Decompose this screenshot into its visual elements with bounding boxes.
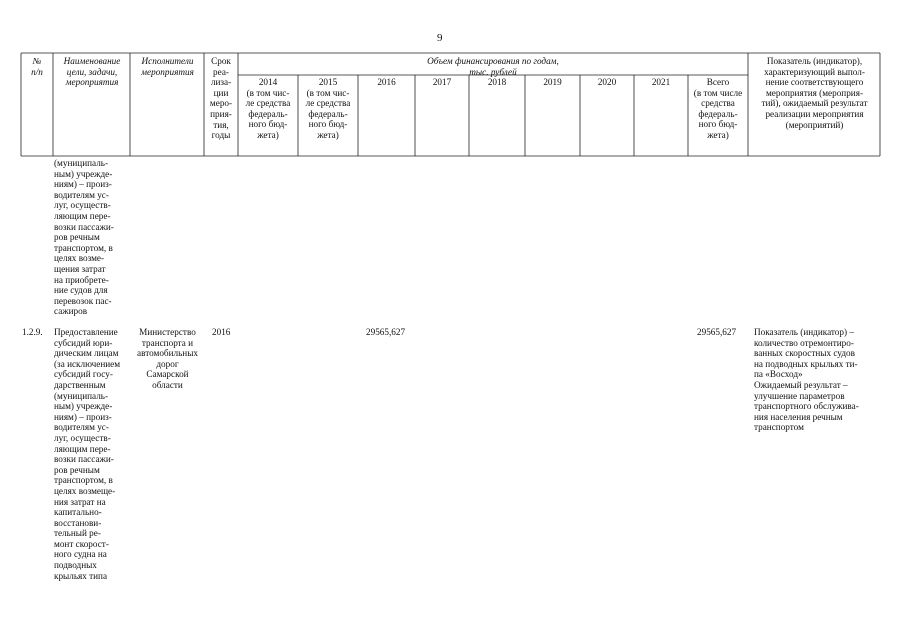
header-year-2014: 2014 (в том чис- ле средства федераль- ного бюд- жета) — [245, 77, 291, 140]
header-num: № п/п — [31, 56, 43, 77]
page-number: 9 — [437, 32, 443, 44]
header-year-2021: 2021 — [651, 77, 671, 87]
header-executor: Исполнители мероприятия — [141, 56, 194, 77]
header-total: Всего (в том числе средства федераль- ного бюд- жета) — [693, 77, 743, 140]
header-year-2019: 2019 — [543, 77, 562, 87]
row-indicator: Показатель (индикатор) – количество отремонтиро- ванных скоростных судов на подводных крыльях ти- па «Восход» Ожидаемый результат – улучшение параметров транспортного обслужива- ния населения речным транспортом — [754, 327, 859, 433]
header-year-2017: 2017 — [432, 77, 452, 87]
header-term: Срок реа- лиза- ции меро- прия- тия, годы — [209, 56, 233, 141]
row-value-2016: 29565,627 — [366, 327, 406, 337]
header-indicator: Показатель (индикатор), характеризующий выпол- нение соответствующего мероприятия (мероприя- тий), ожидаемый результат реализации мероприятия (мероприятий) — [761, 56, 868, 130]
row-executor: Министерство транспорта и автомобильных дорог Самарской области — [137, 327, 198, 390]
header-funding-title: Объем финансирования по годам, тыс. рублей — [427, 56, 559, 77]
header-year-2018: 2018 — [487, 77, 507, 87]
header-year-2016: 2016 — [377, 77, 396, 87]
row-total: 29565,627 — [697, 327, 737, 337]
row-number: 1.2.9. — [22, 327, 43, 337]
continued-row-text: (муниципаль- ным) учрежде- ниям) – произ- водителям ус- луг, осуществ- ляющим пере- возки пассажи- ров речным транспортом, в целях возме- щения затрат на приобрете- ние судов для перевозок пас- сажиров — [54, 158, 114, 317]
header-year-2020: 2020 — [597, 77, 617, 87]
header-name: Наименование цели, задачи, мероприятия — [63, 56, 121, 88]
header-year-2015: 2015 (в том чис- ле средства федераль- ного бюд- жета) — [305, 77, 351, 140]
row-name: Предоставление субсидий юри- дическим лицам (за исключением субсидий госу- дарственным (муниципаль- ным) учрежде- ниям) – произ- водителям ус- луг, осуществ- ляющим пере- возки пассажи- ров речным транспортом, в целях возмеще- ния затрат на капитально- восстанови- тельный ре- монт скорост- ного судна на подводных крыльях типа — [54, 327, 121, 581]
row-term: 2016 — [212, 327, 231, 337]
